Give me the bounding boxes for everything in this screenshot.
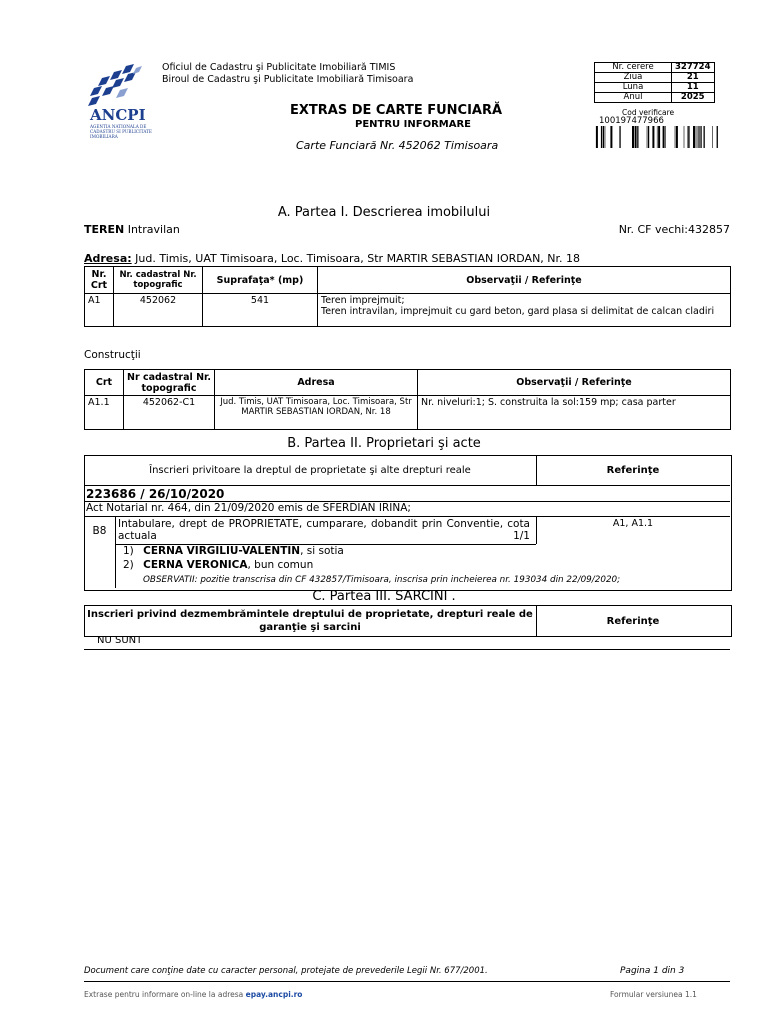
teren-type: Intravilan: [127, 223, 180, 236]
cell-adresa: Jud. Timis, UAT Timisoara, Loc. Timisoara, Str MARTIR SEBASTIAN IORDAN, Nr. 18: [215, 396, 418, 430]
constructii-table: [84, 369, 731, 430]
part-c-col1-header: Inscrieri privind dezmembrămintele dreptului de proprietate, drepturi reale de garanţie şi sarcini: [84, 606, 537, 636]
cf-vechi: Nr. CF vechi:432857: [618, 223, 730, 236]
cell-crt: A1.1: [85, 396, 124, 430]
form-version: Formular versiunea 1.1: [610, 990, 697, 999]
inscriere-text: Intabulare, drept de PROPRIETATE, cumparare, dobandit prin Conventie, cota actuala 1/1: [118, 518, 530, 542]
owner-item: [123, 559, 313, 571]
footer-online: [84, 990, 302, 999]
col-header: Nr. cadastral Nr. topografic: [114, 267, 203, 294]
cell-observatii: Nr. niveluri:1; S. construita la sol:159 mp; casa parter: [418, 396, 731, 430]
address-line: [84, 252, 580, 265]
part-b-col1-header: Înscrieri privitoare la dreptul de proprietate şi alte drepturi reale: [84, 455, 537, 485]
obs-line-1: Teren imprejmuit;: [321, 295, 405, 306]
address-label: Adresa:: [84, 252, 132, 265]
request-label: Nr. cerere: [595, 63, 672, 73]
constructii-label: Construcţii: [84, 349, 141, 361]
table-row: [85, 396, 731, 430]
document-subtitle: PENTRU INFORMARE: [355, 119, 471, 130]
request-label: Luna: [595, 83, 672, 93]
part-c-col2-header: Referinţe: [606, 615, 660, 627]
request-label: Anul: [595, 93, 672, 103]
section-c-heading: C. Partea III. SARCINI .: [312, 589, 456, 604]
owner-name: CERNA VIRGILIU-VALENTIN: [143, 545, 301, 557]
table-row: [85, 294, 731, 327]
barcode-icon: [594, 126, 724, 148]
col-header: Suprafaţa* (mp): [203, 267, 318, 294]
request-info-table: [594, 62, 715, 103]
epay-link[interactable]: epay.ancpi.ro: [245, 990, 303, 999]
teren-label: TEREN: [84, 223, 125, 236]
office-line-2: Biroul de Cadastru şi Publicitate Imobiliară Timisoara: [162, 74, 414, 85]
office-info: [162, 62, 413, 86]
cell-crt: A1: [85, 294, 114, 327]
owner-rest: , bun comun: [247, 559, 314, 571]
obs-line-2: Teren intravilan, imprejmuit cu gard beton, gard plasa si delimitat de calcan cladiri: [321, 306, 715, 317]
owner-num: 2): [123, 559, 134, 571]
cod-verificare-label: Cod verificare: [622, 108, 675, 117]
page-number: Pagina 1 din 3: [620, 966, 685, 976]
owner-name: CERNA VERONICA: [143, 559, 248, 571]
part-c-value: NU SUNT: [97, 635, 143, 646]
cell-suprafata: 541: [203, 294, 318, 327]
col-header: Observaţii / Referinţe: [418, 370, 731, 396]
cell-cadastral: 452062-C1: [124, 396, 215, 430]
logo-subtext: AGENTIA NATIONALA DE CADASTRU SI PUBLICITATE IMOBILIARA: [90, 124, 152, 139]
cod-verificare-value: 100197477966: [599, 116, 664, 126]
request-value: 2025: [672, 93, 715, 103]
part-b-col2-header: Referinţe: [606, 464, 660, 476]
col-header: Adresa: [215, 370, 418, 396]
request-value: 11: [672, 83, 715, 93]
footer-online-text: Extrase pentru informare on-line la adresa: [84, 990, 246, 999]
request-row: [595, 93, 715, 103]
ancpi-logo: [84, 62, 160, 152]
logo-text: ANCPI: [90, 106, 146, 124]
entry-code: B8: [84, 516, 116, 588]
inscriere-referinte: A1, A1.1: [612, 518, 654, 529]
address-value: Jud. Timis, UAT Timisoara, Loc. Timisoara, Str MARTIR SEBASTIAN IORDAN, Nr. 18: [131, 252, 581, 265]
owner-rest: , si sotia: [300, 545, 344, 557]
act-notarial: Act Notarial nr. 464, din 21/09/2020 emis de SFERDIAN IRINA;: [86, 502, 411, 514]
document-title: EXTRAS DE CARTE FUNCIARĂ: [290, 103, 503, 118]
teren-table: [84, 266, 731, 327]
cf-number: Carte Funciară Nr. 452062 Timisoara: [296, 139, 499, 152]
footer-note: Document care conţine date cu caracter personal, protejate de prevederile Legii Nr. 677/2001.: [84, 966, 488, 976]
request-row: [595, 73, 715, 83]
teren-line: [84, 223, 180, 236]
col-header: Nr. Crt: [85, 267, 114, 294]
owner-num: 1): [123, 545, 134, 557]
request-row: [595, 63, 715, 73]
cell-observatii: [318, 294, 731, 327]
section-b-heading: B. Partea II. Proprietari şi acte: [287, 436, 481, 451]
owner-item: [123, 545, 344, 557]
request-value: 327724: [672, 63, 715, 73]
cell-cadastral: 452062: [114, 294, 203, 327]
request-value: 21: [672, 73, 715, 83]
col-header: Crt: [85, 370, 124, 396]
request-label: Ziua: [595, 73, 672, 83]
col-header: Nr cadastral Nr. topografic: [124, 370, 215, 396]
observatii-text: OBSERVATII: pozitie transcrisa din CF 432857/Timisoara, inscrisa prin incheierea nr. 193034 din 22/09/2020;: [143, 575, 621, 585]
request-row: [595, 83, 715, 93]
office-line-1: Oficiul de Cadastru şi Publicitate Imobiliară TIMIS: [162, 62, 396, 73]
col-header: Observaţii / Referinţe: [318, 267, 731, 294]
section-a-heading: A. Partea I. Descrierea imobilului: [277, 205, 491, 220]
entry-id: 223686 / 26/10/2020: [86, 487, 225, 501]
